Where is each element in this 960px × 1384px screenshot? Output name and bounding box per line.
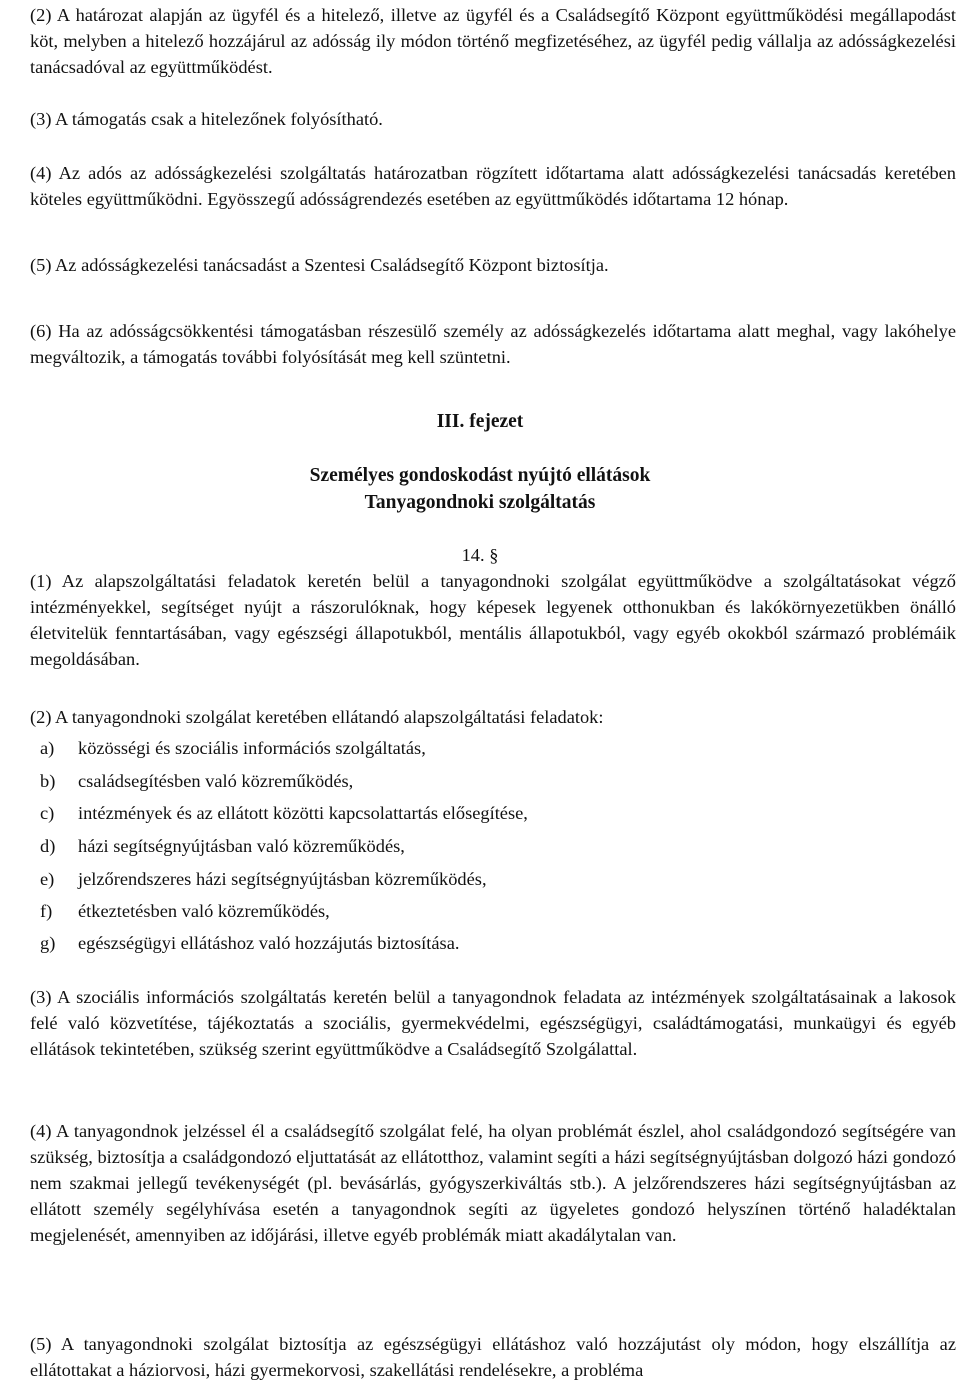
list-item-text: közösségi és szociális információs szolgáltatás,: [78, 738, 426, 758]
paragraph-6: (6) Ha az adósságcsökkentési támogatásban részesülő személy az adósságkezelés időtartama alatt meghal, vagy lakóhelye megváltozik, a támogatás további folyósítását meg kell szüntetni.: [30, 321, 956, 367]
paragraph-3: (3) A támogatás csak a hitelezőnek folyósítható.: [30, 109, 383, 129]
list-item-label: d): [40, 836, 56, 856]
chapter-heading: III. fejezet: [436, 411, 524, 432]
paragraph-2: (2) A határozat alapján az ügyfél és a hitelező, illetve az ügyfél és a Családsegítő Központ együttműködési megállapodást köt, melyben a hitelező hozzájárul az adósság ily módon történő megfizetéséhez, az ügyfél pedig vállalja az adósságkezelési tanácsadóval az együttműködést.: [30, 5, 956, 77]
chapter-title: Személyes gondoskodást nyújtó ellátások: [309, 465, 651, 486]
list-item-label: f): [40, 901, 53, 921]
list-item: [40, 735, 426, 761]
section-paragraph-1: (1) Az alapszolgáltatási feladatok keretén belül a tanyagondnoki szolgálat együttműködve a szolgáltatásokat végző intézményekkel, segítséget nyújt a rászorulóknak, hogy képesek legyenek otthonukban és lakókörnyezetükben önálló életvitelük fenntartásában, vagy egészségi állapotukból, mentális állapotukból, vagy egyéb okokból származó problémáik megoldásában.: [30, 571, 956, 669]
list-item: [40, 800, 528, 826]
section-paragraph-2: (2) A tanyagondnoki szolgálat keretében ellátandó alapszolgáltatási feladatok:: [30, 707, 604, 727]
section-paragraph-5: (5) A tanyagondnoki szolgálat biztosítja az egészségügyi ellátáshoz való hozzájutást oly módon, hogy elszállítja az ellátottakat a háziorvosi, házi gyermekorvosi, szakellátási rendelésekre, a probléma: [30, 1334, 956, 1380]
section-paragraph-3: (3) A szociális információs szolgáltatás keretén belül a tanyagondnok feladata az intézmények szolgáltatásainak a lakosok felé való közvetítése, tájékoztatás a szociális, gyermekvédelmi, egészségügyi, családtámogatási, munkaügyi és egyéb ellátások tekintetében, szükség szerint együttműködve a Családsegítő Szolgálattal.: [30, 987, 956, 1059]
list-item: [40, 833, 405, 859]
paragraph-4: (4) Az adós az adósságkezelési szolgáltatás határozatban rögzített időtartama alatt adósságkezelési tanácsadás keretében köteles együttműködni. Egyösszegű adósságrendezés esetében az együttműködés időtartama 12 hónap.: [30, 163, 956, 209]
list-item-label: a): [40, 738, 55, 758]
list-item: [40, 866, 487, 892]
list-item-text: egészségügyi ellátáshoz való hozzájutás biztosítása.: [78, 933, 460, 953]
list-item-text: jelzőrendszeres házi segítségnyújtásban közreműködés,: [78, 869, 487, 889]
section-paragraph-4: (4) A tanyagondnok jelzéssel él a családsegítő szolgálat felé, ha olyan problémát észlel, ahol családgondozó segítségére van szükség, biztosítja a családgondozó eljuttatását az ellátotthoz, valamint segíti a házi segítségnyújtásban dolgozó házi gondozó nem szakmai jellegű tevékenységét (pl. bevásárlás, gyógyszerkiváltás stb.). A jelzőrendszeres házi segítségnyújtásban az ellátott személy segélyhívása esetén a tanyagondnok segíti az ügyeletes gondozó helyszínen történő haladéktalan megjelenését, amennyiben az időjárási, illetve egyéb problémák miatt akadálytalan van.: [30, 1121, 956, 1245]
list-item-label: e): [40, 869, 55, 889]
list-item: [40, 898, 330, 924]
chapter-subtitle: Tanyagondnoki szolgáltatás: [364, 492, 596, 513]
list-item-label: g): [40, 933, 56, 953]
list-item-label: c): [40, 803, 55, 823]
list-item-text: étkeztetésben való közreműködés,: [78, 901, 330, 921]
list-item-text: családsegítésben való közreműködés,: [78, 771, 354, 791]
list-item: [40, 768, 353, 794]
list-item-text: házi segítségnyújtásban való közreműködés,: [78, 836, 405, 856]
section-number: 14. §: [461, 545, 499, 565]
list-item-label: b): [40, 771, 56, 791]
list-item-text: intézmények és az ellátott közötti kapcsolattartás elősegítése,: [78, 803, 528, 823]
list-item: [40, 930, 459, 956]
paragraph-5: (5) Az adósságkezelési tanácsadást a Szentesi Családsegítő Központ biztosítja.: [30, 255, 609, 275]
